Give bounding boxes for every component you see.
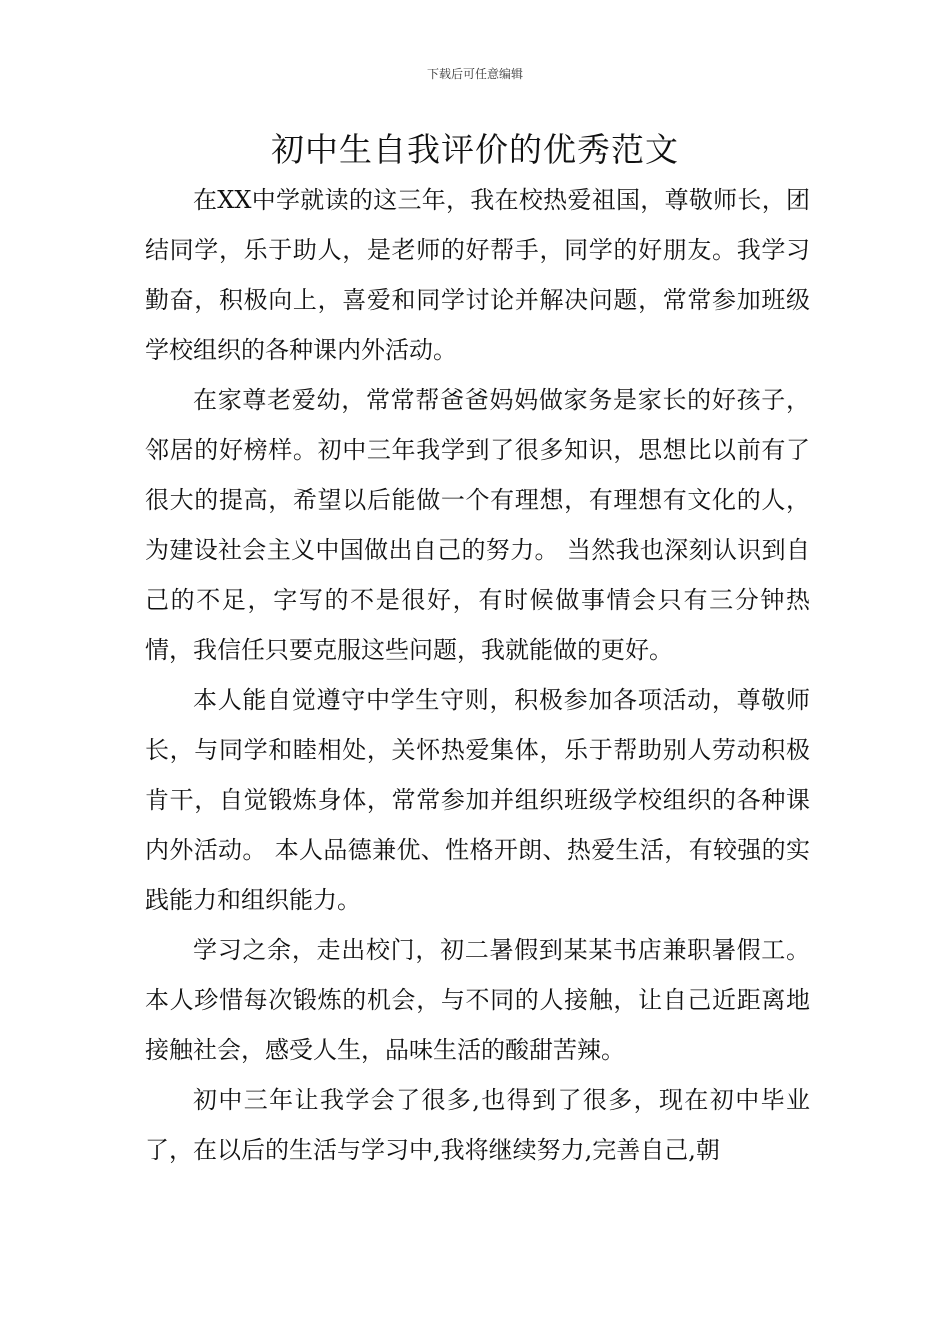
header-note: 下载后可任意编辑	[426, 67, 523, 81]
paragraph-3: 本人能自觉遵守中学生守则，积极参加各项活动，尊敬师长，与同学和睦相处，关怀热爱集体，乐于帮助别人劳动积极肯干，自觉锻炼身体，常常参加并组织班级学校组织的各种课内外活动。 本人品德兼优、性格开朗、热爱生活，有较强的实践能力和组织能力。	[145, 686, 810, 914]
paragraph-5: 初中三年让我学会了很多,也得到了很多，现在初中毕业了，在以后的生活与学习中,我将继续努力,完善自己,朝	[145, 1086, 810, 1164]
paragraph-4: 学习之余，走出校门，初二暑假到某某书店兼职暑假工。本人珍惜每次锻炼的机会，与不同的人接触，让自己近距离地接触社会，感受人生，品味生活的酸甜苦辣。	[145, 936, 810, 1064]
paragraph-1: 在XX中学就读的这三年，我在校热爱祖国，尊敬师长，团结同学，乐于助人，是老师的好帮手，同学的好朋友。我学习勤奋，积极向上，喜爱和同学讨论并解决问题，常常参加班级学校组织的各种课内外活动。	[145, 186, 810, 364]
paragraph-2: 在家尊老爱幼，常常帮爸爸妈妈做家务是家长的好孩子，邻居的好榜样。初中三年我学到了很多知识，思想比以前有了很大的提高，希望以后能做一个有理想，有理想有文化的人，为建设社会主义中国做出自己的努力。 当然我也深刻认识到自己的不足，字写的不是很好，有时候做事情会只有三分钟热情，我信任只要克服这些问题，我就能做的更好。	[145, 386, 810, 664]
document-title: 初中生自我评价的优秀范文	[271, 130, 679, 169]
document-body	[145, 175, 810, 1175]
